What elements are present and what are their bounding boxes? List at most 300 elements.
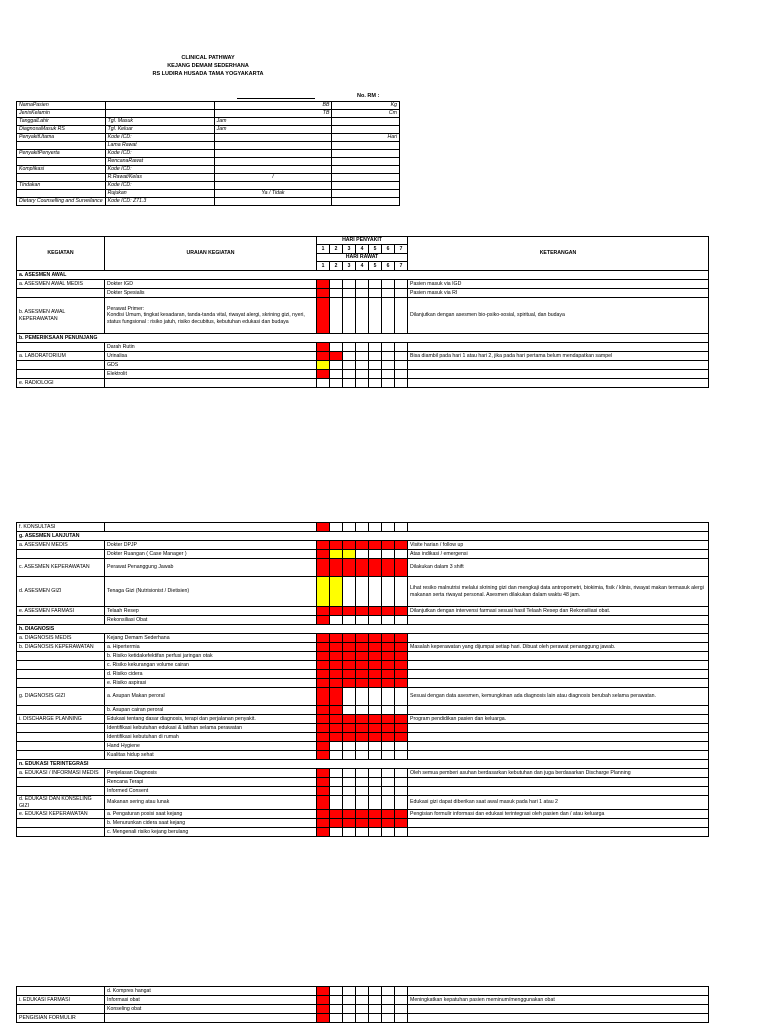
patient-cell [332,182,400,190]
day-cell [317,670,330,679]
day-cell [317,652,330,661]
day-cell [343,987,356,996]
day-number: 7 [395,245,408,254]
day-cell [356,796,369,810]
note-cell [408,634,709,643]
table-row [17,343,709,352]
patient-cell: Dietary Counselling and Surveilance [17,198,106,206]
day-cell [356,769,369,778]
table-row [17,523,709,532]
patient-cell: R.Rawat/Kelas [105,174,214,182]
patient-cell [214,134,332,142]
day-cell [356,577,369,607]
day-cell [395,652,408,661]
day-number: 2 [330,245,343,254]
medical-record-number [234,93,400,99]
day-cell [369,688,382,706]
patient-row [17,174,400,182]
day-cell [343,550,356,559]
patient-info-table [16,101,400,206]
note-cell [408,652,709,661]
day-cell [330,643,343,652]
day-cell [317,370,330,379]
day-cell [343,652,356,661]
day-cell [369,361,382,370]
patient-cell: PenyakitPenyerta [17,150,106,158]
day-cell [395,996,408,1005]
activity-cell [17,616,105,625]
day-cell [343,289,356,298]
day-cell [395,778,408,787]
patient-cell: TanggalLahir [17,118,106,126]
table-row [17,987,709,996]
day-cell [356,541,369,550]
day-cell [330,1005,343,1014]
table-row [17,1014,709,1023]
activity-cell: f. KONSULTASI [17,523,105,532]
day-cell [395,810,408,819]
day-cell [317,280,330,289]
day-cell [330,679,343,688]
day-number: 2 [330,262,343,271]
day-cell [343,577,356,607]
description-cell: Konseling obat [105,1005,317,1014]
description-cell: a. Asupan Makan peroral [105,688,317,706]
description-cell: Edukasi tentang dasar diagnosis, terapi dan perjalanan penyakit. [105,715,317,724]
day-cell [330,352,343,361]
day-cell [330,742,343,751]
patient-cell [17,142,106,150]
day-cell [382,1005,395,1014]
note-cell [408,778,709,787]
day-cell [356,616,369,625]
day-cell [317,361,330,370]
day-cell [395,361,408,370]
day-cell [369,289,382,298]
description-cell: d. Kompres hangat [105,987,317,996]
patient-cell: NamaPasien [17,102,106,110]
header-row [17,237,709,245]
day-cell [330,733,343,742]
patient-cell [332,142,400,150]
day-cell [382,670,395,679]
day-cell [369,559,382,577]
day-cell [330,724,343,733]
activity-cell: d. ASESMEN GIZI [17,577,105,607]
activity-cell [17,751,105,760]
day-cell [356,289,369,298]
patient-cell: Cm [332,110,400,118]
note-cell [408,733,709,742]
patient-cell: Komplikasi [17,166,106,174]
day-cell [343,742,356,751]
day-cell [356,643,369,652]
day-cell [330,819,343,828]
day-cell [356,661,369,670]
day-cell [395,1014,408,1023]
day-cell [369,661,382,670]
patient-cell: Kode ICD: [105,182,214,190]
table-row [17,532,709,541]
day-cell [395,643,408,652]
day-cell [330,996,343,1005]
activity-cell [17,819,105,828]
activity-cell [17,343,105,352]
activity-cell: e. ASESMEN FARMASI [17,607,105,616]
day-cell [330,810,343,819]
day-cell [369,370,382,379]
day-cell [356,715,369,724]
table-row [17,819,709,828]
note-cell: Program pendidikan pasien dan keluarga. [408,715,709,724]
day-cell [369,742,382,751]
day-cell [382,379,395,388]
table-row [17,996,709,1005]
day-cell [356,379,369,388]
description-cell: GDS [105,361,317,370]
day-cell [382,298,395,334]
day-cell [395,715,408,724]
day-cell [343,607,356,616]
activity-cell [17,787,105,796]
day-cell [356,751,369,760]
note-cell [408,661,709,670]
description-cell: Penjelasan Diagnosis [105,769,317,778]
day-cell [343,828,356,837]
patient-cell: Tindakan [17,182,106,190]
pathway-table-2 [16,522,709,837]
patient-cell: Kode ICD: Z71.3 [105,198,214,206]
note-cell: Visite harian / follow up [408,541,709,550]
table-row [17,370,709,379]
day-number: 7 [395,262,408,271]
day-cell [369,810,382,819]
note-cell: Bisa diambil pada hari 1 atau hari 2, jika pada hari pertama belum mendapatkan sampel [408,352,709,361]
day-cell [317,987,330,996]
day-cell [369,616,382,625]
day-number: 6 [382,245,395,254]
table-row [17,298,709,334]
day-cell [382,724,395,733]
patient-row [17,166,400,174]
day-cell [382,361,395,370]
table-row [17,733,709,742]
day-cell [330,787,343,796]
description-cell: Urinalisa [105,352,317,361]
activity-cell [17,778,105,787]
day-cell [369,1005,382,1014]
note-cell [408,724,709,733]
table-row [17,352,709,361]
day-cell [395,616,408,625]
note-cell: Dilanjutkan dengan intervensi farmasi sesuai hasil Telaah Resep dan Rekonsiliasi obat. [408,607,709,616]
patient-cell: Kode ICD: [105,166,214,174]
day-cell [395,724,408,733]
description-cell [105,379,317,388]
activity-cell [17,370,105,379]
description-cell: Hand Hygiene [105,742,317,751]
day-cell [356,652,369,661]
day-cell [369,769,382,778]
patient-cell: PenyakitUtama [17,134,106,142]
table-row [17,760,709,769]
day-cell [382,742,395,751]
description-cell [105,1014,317,1023]
note-cell [408,679,709,688]
day-cell [382,1014,395,1023]
day-cell [317,559,330,577]
day-cell [343,996,356,1005]
activity-cell [17,706,105,715]
day-cell [343,379,356,388]
day-cell [369,634,382,643]
day-cell [330,607,343,616]
day-cell [330,751,343,760]
day-cell [330,778,343,787]
note-cell: Edukasi gizi dapat diberikan saat awal masuk pada hari 1 atau 2 [408,796,709,810]
day-cell [330,652,343,661]
description-cell: Dokter Ruangan ( Case Manager ) [105,550,317,559]
table-row [17,796,709,810]
day-cell [356,550,369,559]
day-cell [343,634,356,643]
activity-cell: PENGISIAN FORMULIR [17,1014,105,1023]
activity-cell: a. ASESMEN AWAL MEDIS [17,280,105,289]
note-cell [408,742,709,751]
day-cell [343,616,356,625]
description-cell: b. Asupan cairan peroral [105,706,317,715]
day-cell [317,996,330,1005]
patient-row [17,198,400,206]
day-cell [317,523,330,532]
day-number: 1 [317,262,330,271]
table-row [17,1005,709,1014]
day-cell [395,787,408,796]
description-cell: a. Pengaturan posisi saat kejang [105,810,317,819]
patient-cell [214,158,332,166]
description-cell: Rencana Terapi [105,778,317,787]
patient-cell: RencanaRawat [105,158,214,166]
day-cell [369,352,382,361]
day-cell [382,289,395,298]
day-cell [382,370,395,379]
description-cell: Identifikasi kebutuhan edukasi & latihan selama perawatan [105,724,317,733]
day-cell [330,634,343,643]
day-cell [395,688,408,706]
patient-row [17,182,400,190]
day-cell [356,559,369,577]
day-cell [382,987,395,996]
note-cell: Pasien masuk via IGD [408,280,709,289]
patient-cell [214,166,332,174]
table-row [17,652,709,661]
patient-cell [332,150,400,158]
day-cell [317,550,330,559]
day-cell [317,379,330,388]
day-cell [356,280,369,289]
day-cell [356,733,369,742]
day-cell [382,607,395,616]
note-cell: Lihat resiko malnutrisi melalui skrining gizi dan mengkaji data antropometri, biokimia, fisik / klinis, riwayat makan termasuk alergi makanan serta riwayat personal. Asesmen dilakukan dalam waktu 48 jam. [408,577,709,607]
day-cell [343,733,356,742]
patient-cell: TB [214,110,332,118]
description-cell: Rekonsiliasi Obat [105,616,317,625]
day-cell [317,577,330,607]
table-row [17,643,709,652]
patient-row [17,134,400,142]
patient-cell: JenisKelamin [17,110,106,118]
day-cell [395,550,408,559]
day-cell [330,661,343,670]
day-cell [343,298,356,334]
day-cell [317,1014,330,1023]
day-cell [317,769,330,778]
patient-cell: Tgl. Keluar [105,126,214,134]
col-hari-rawat: HARI RAWAT [317,254,408,262]
day-cell [343,778,356,787]
activity-cell: a. DIAGNOSIS MEDIS [17,634,105,643]
day-cell [382,787,395,796]
day-cell [330,298,343,334]
day-cell [369,828,382,837]
note-cell [408,370,709,379]
activity-cell [17,361,105,370]
day-cell [369,550,382,559]
description-cell: c. Mengenali risiko kejang berulang [105,828,317,837]
day-cell [317,661,330,670]
day-cell [343,679,356,688]
day-cell [395,733,408,742]
day-cell [330,715,343,724]
day-cell [330,550,343,559]
patient-row [17,126,400,134]
day-cell [343,796,356,810]
day-cell [356,996,369,1005]
day-cell [356,742,369,751]
day-cell [343,643,356,652]
patient-cell: DiagnosaMasuk RS [17,126,106,134]
activity-cell [17,724,105,733]
day-cell [369,787,382,796]
day-cell [382,616,395,625]
table-row [17,334,709,343]
day-cell [356,670,369,679]
day-cell [395,1005,408,1014]
day-cell [317,715,330,724]
note-cell [408,751,709,760]
day-cell [330,541,343,550]
table-row [17,577,709,607]
day-cell [356,298,369,334]
table-row [17,778,709,787]
day-cell [395,670,408,679]
patient-cell: Lama Rawat [105,142,214,150]
day-cell [343,715,356,724]
day-cell [382,280,395,289]
day-cell [317,787,330,796]
note-cell: Sesuai dengan data asesmen, kemungkinan ada diagnosis lain atau diagnosis berubah selama perawatan. [408,688,709,706]
day-cell [356,778,369,787]
note-cell [408,670,709,679]
day-cell [343,280,356,289]
day-cell [382,550,395,559]
norm-label: No. RM : [357,93,380,99]
activity-cell: g. DIAGNOSIS GIZI [17,688,105,706]
table-row [17,810,709,819]
day-cell [395,289,408,298]
day-cell [356,1014,369,1023]
day-cell [356,706,369,715]
note-cell: Masalah keperawatan yang dijumpai setiap hari. Dibuat oleh perawat penanggung jawab. [408,643,709,652]
day-cell [382,634,395,643]
day-cell [317,298,330,334]
day-number: 1 [317,245,330,254]
day-cell [369,577,382,607]
day-cell [343,661,356,670]
table-row [17,625,709,634]
patient-cell [214,150,332,158]
description-cell: e. Risiko aspirasi [105,679,317,688]
description-cell: Elektrolit [105,370,317,379]
table-row [17,661,709,670]
patient-cell [17,158,106,166]
day-cell [317,634,330,643]
col-keterangan: KETERANGAN [408,237,709,271]
day-cell [369,706,382,715]
day-cell [343,361,356,370]
day-cell [382,343,395,352]
day-cell [395,280,408,289]
day-cell [343,810,356,819]
day-cell [330,670,343,679]
day-cell [382,819,395,828]
day-cell [356,724,369,733]
day-cell [382,352,395,361]
day-cell [382,715,395,724]
activity-cell [17,550,105,559]
activity-cell: c. ASESMEN KEPERAWATAN [17,559,105,577]
note-cell: Pasien masuk via RI [408,289,709,298]
title-line-3: RS LUDIRA HUSADA TAMA YOGYAKARTA [152,71,264,77]
section-heading: h. DIAGNOSIS [17,625,709,634]
day-cell [356,679,369,688]
table-row [17,787,709,796]
day-cell [395,742,408,751]
day-cell [395,541,408,550]
day-cell [369,523,382,532]
day-number: 3 [343,245,356,254]
day-cell [382,523,395,532]
activity-cell [17,828,105,837]
patient-row [17,142,400,150]
day-cell [382,778,395,787]
table-row [17,550,709,559]
description-cell: Perawat Penanggung Jawab [105,559,317,577]
day-cell [395,828,408,837]
description-cell [105,523,317,532]
patient-row [17,102,400,110]
patient-cell: Hari [332,134,400,142]
day-cell [343,670,356,679]
day-cell [343,787,356,796]
day-cell [395,751,408,760]
note-cell: Dilakukan dalam 3 shift [408,559,709,577]
day-cell [330,361,343,370]
day-cell [330,559,343,577]
description-cell: Dokter Spesialis [105,289,317,298]
day-cell [382,828,395,837]
table-row [17,742,709,751]
